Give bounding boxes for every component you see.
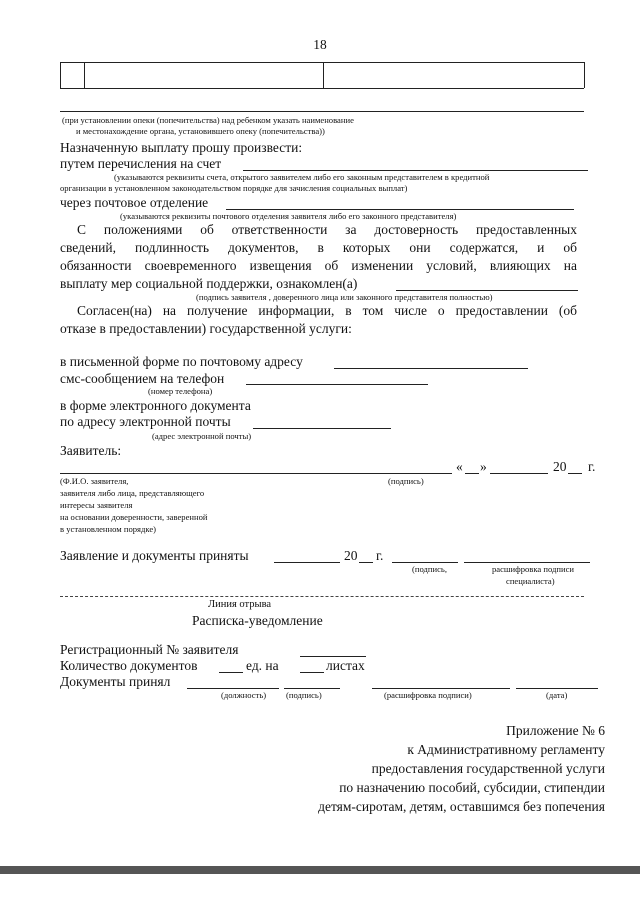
- accepted-year-suffix: г.: [376, 548, 384, 563]
- receipt-decode-field[interactable]: [372, 688, 510, 689]
- appendix-line-1: Приложение № 6: [506, 723, 605, 738]
- position-field[interactable]: [187, 688, 279, 689]
- receipt-doc-count-sheets: листах: [326, 658, 365, 673]
- accepted-text: Заявление и документы приняты: [60, 548, 249, 563]
- date-year-field[interactable]: [568, 473, 582, 474]
- channel-sms-label: смс-сообщением на телефон: [60, 371, 225, 386]
- payment-by-post-label: через почтовое отделение: [60, 195, 209, 210]
- responsibility-line2: сведений, подлинность документов, в которых они содержатся, и об: [60, 241, 577, 255]
- accepted-decode-note-2: специалиста): [506, 576, 555, 586]
- sheet-count-field[interactable]: [300, 672, 324, 673]
- email-note: (адрес электронной почты): [152, 431, 252, 441]
- accepted-decode-line[interactable]: [464, 562, 590, 563]
- responsibility-line3: обязанности своевременного извещения об изменении условий, влияющих на: [60, 259, 577, 273]
- date-year-prefix: 20: [553, 459, 567, 474]
- fio-note-4: на основании доверенности, заверенной: [60, 512, 208, 522]
- fio-note-2: заявителя либо лица, представляющего: [60, 488, 205, 498]
- accepted-year-prefix: 20: [344, 548, 358, 563]
- channel-postal-label: в письменной форме по почтовому адресу: [60, 354, 303, 369]
- doc-count-field[interactable]: [219, 672, 243, 673]
- applicant-sign-note: (подпись): [388, 476, 424, 486]
- accepted-year-field[interactable]: [359, 562, 373, 563]
- note-date: (дата): [546, 690, 568, 700]
- accepted-decode-note-1: расшифровка подписи: [492, 564, 575, 574]
- tear-line: [60, 596, 584, 597]
- receipt-reg-number-label: Регистрационный № заявителя: [60, 642, 239, 657]
- date-year-suffix: г.: [588, 459, 596, 474]
- consent-line1: Согласен(на) на получение информации, в том числе о предоставлении (об: [77, 304, 577, 318]
- account-note-1: (указываются реквизиты счета, открытого заявителем либо его законным представителем в кредитной: [114, 172, 490, 182]
- channel-electronic-label-2: по адресу электронной почты: [60, 414, 231, 429]
- account-note-2: организации в установленном законодательством порядке для зачисления социальных выплат): [60, 183, 408, 193]
- appendix-line-4: по назначению пособий, субсидии, стипендии: [339, 780, 605, 795]
- date-open-quote: «: [456, 459, 463, 474]
- appendix-line-2: к Административному регламенту: [407, 742, 605, 757]
- guardianship-note-line2: и местонахождение органа, установившего опеку (попечительства)): [76, 126, 325, 136]
- receipt-doc-count-label: Количество документов: [60, 658, 198, 673]
- receipt-title: Расписка-уведомление: [192, 613, 323, 628]
- receipt-sign-field[interactable]: [284, 688, 340, 689]
- note-sign: (подпись): [286, 690, 322, 700]
- fio-note-3: интересы заявителя: [60, 500, 133, 510]
- tear-line-label: Линия отрыва: [208, 599, 272, 610]
- note-position: (должность): [221, 690, 267, 700]
- channel-electronic-label-1: в форме электронного документа: [60, 398, 251, 413]
- receipt-doc-count-units: ед. на: [246, 658, 279, 673]
- responsibility-sign-line[interactable]: [396, 290, 578, 291]
- date-day-field[interactable]: [465, 473, 479, 474]
- accepted-sign-line[interactable]: [392, 562, 458, 563]
- account-field-line[interactable]: [243, 170, 588, 171]
- post-field-line[interactable]: [226, 209, 574, 210]
- reg-number-field[interactable]: [300, 656, 366, 657]
- applicant-name-line[interactable]: [60, 473, 452, 474]
- accepted-date-field[interactable]: [274, 562, 340, 563]
- receipt-accepted-by-label: Документы принял: [60, 674, 171, 689]
- fio-note-5: в установленном порядке): [60, 524, 157, 534]
- fio-note-1: (Ф.И.О. заявителя,: [60, 476, 129, 486]
- email-field[interactable]: [253, 428, 391, 429]
- appendix-line-5: детям-сиротам, детям, оставшимся без попечения: [318, 799, 605, 814]
- accepted-sign-note: (подпись,: [412, 564, 447, 574]
- responsibility-line1: С положениями об ответственности за достоверность предоставленных: [77, 223, 577, 237]
- payment-heading: Назначенную выплату прошу произвести:: [60, 140, 303, 155]
- postal-address-field[interactable]: [334, 368, 528, 369]
- responsibility-line4: выплату мер социальной поддержки, ознакомлен(а): [60, 276, 358, 291]
- scan-edge: [0, 866, 640, 874]
- note-decode: (расшифровка подписи): [384, 690, 472, 700]
- post-note: (указываются реквизиты почтового отделения заявителя либо его законного представителя): [120, 211, 457, 221]
- consent-line2: отказе в предоставлении) государственной услуги:: [60, 321, 352, 336]
- payment-by-account-label: путем перечисления на счет: [60, 156, 222, 171]
- phone-field[interactable]: [246, 384, 428, 385]
- appendix-line-3: предоставления государственной услуги: [371, 761, 605, 776]
- date-close-quote: »: [480, 459, 487, 474]
- page-number: 18: [313, 37, 327, 52]
- phone-note: (номер телефона): [148, 386, 213, 396]
- applicant-label: Заявитель:: [60, 443, 122, 458]
- date-month-field[interactable]: [490, 473, 548, 474]
- guardianship-note-line1: (при установлении опеки (попечительства) над ребенком указать наименование: [62, 115, 354, 125]
- responsibility-sign-note: (подпись заявителя , доверенного лица или законного представителя полностью): [196, 292, 493, 302]
- receipt-date-field[interactable]: [516, 688, 598, 689]
